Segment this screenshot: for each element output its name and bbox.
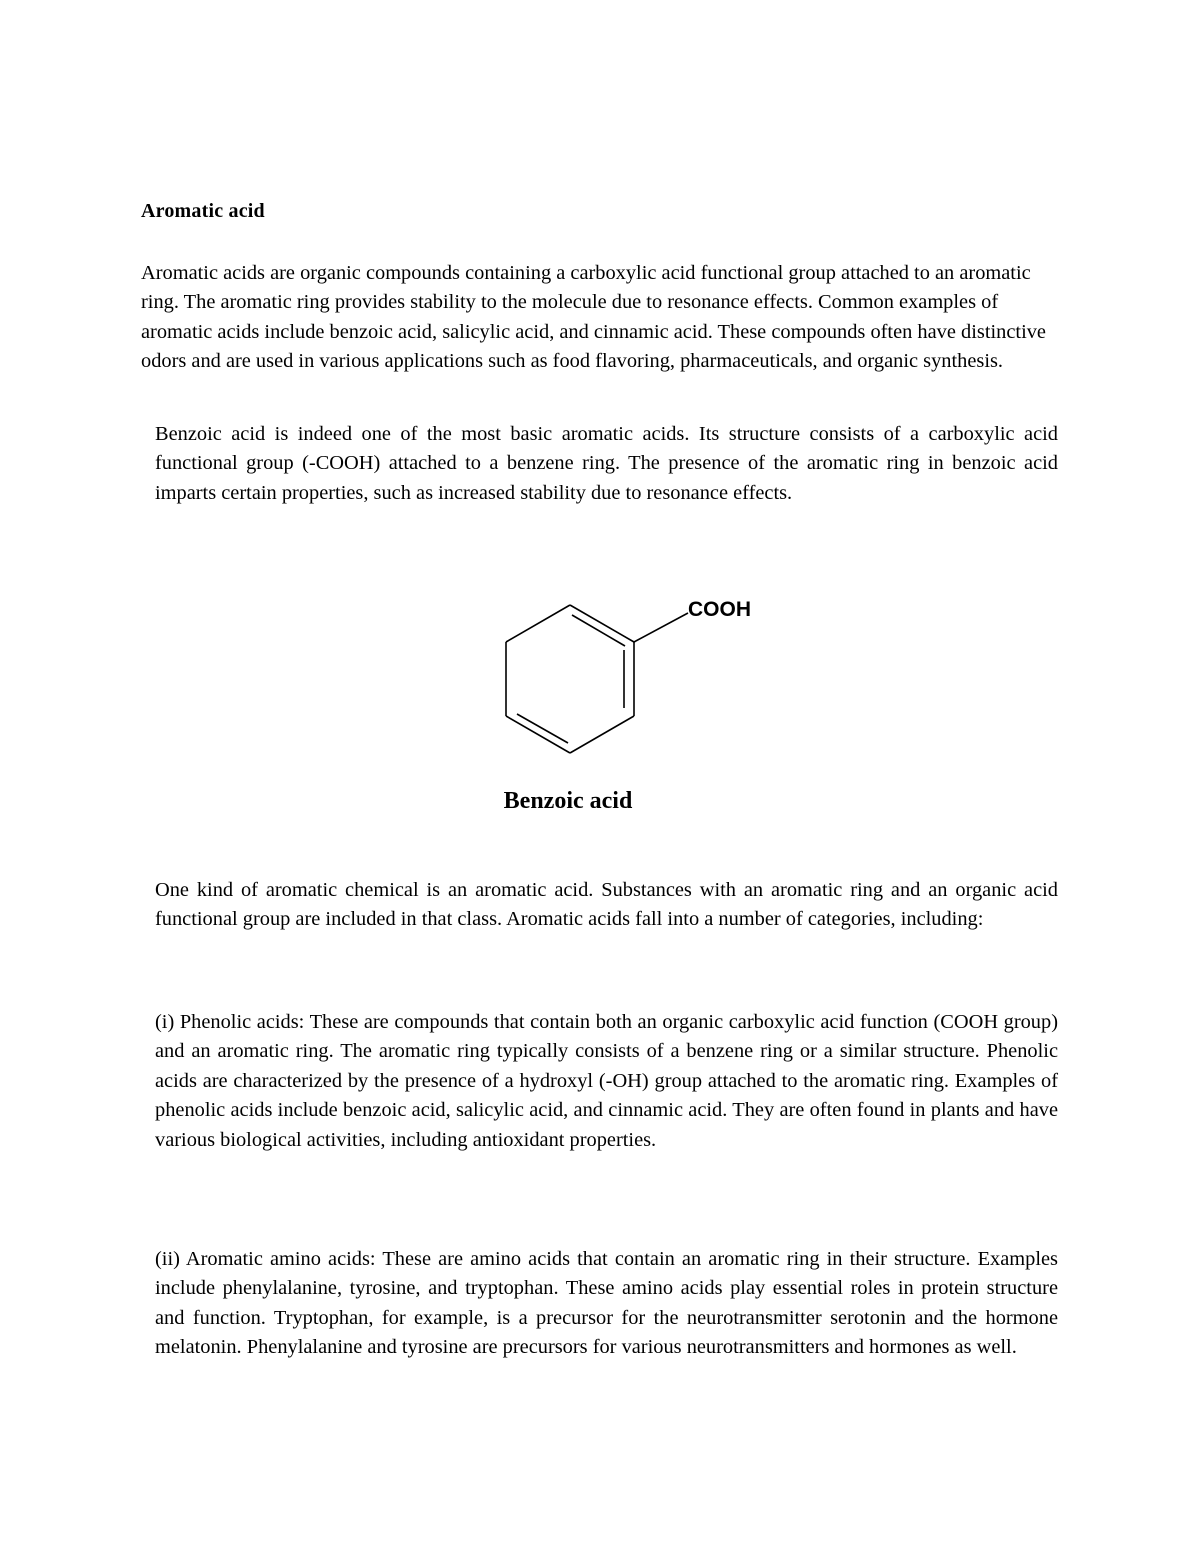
benzoic-acid-paragraph: Benzoic acid is indeed one of the most basic aromatic acids. Its structure consists of a carboxylic acid functional group (-COOH) attached to a benzene ring. The presence of the aromatic ring in benzoic acid imparts certain properties, such as increased stability due to resonance effects. <box>155 423 1058 504</box>
figure-caption: Benzoic acid <box>503 788 633 814</box>
section-heading: Aromatic acid <box>141 200 265 222</box>
aromatic-acid-class-paragraph: One kind of aromatic chemical is an aromatic acid. Substances with an aromatic ring and an organic acid functional group are included in that class. Aromatic acids fall into a number of categories, including: <box>155 879 1058 931</box>
phenolic-acids-paragraph: (i) Phenolic acids: These are compounds that contain both an organic carboxylic acid function (COOH group) and an aromatic ring. The aromatic ring typically consists of a benzene ring or a similar structure. Phenolic acids are characterized by the presence of a hydroxyl (-OH) group attached to the aromatic ring. Examples of phenolic acids include benzoic acid, salicylic acid, and cinnamic acid. They are often found in plants and have various biological activities, including antioxidant properties. <box>155 1011 1058 1151</box>
intro-paragraph: Aromatic acids are organic compounds containing a carboxylic acid functional group attached to an aromatic ring. The aromatic ring provides stability to the molecule due to resonance effects. Common examples of aromatic acids include benzoic acid, salicylic acid, and cinnamic acid. These compounds often have distinctive odors and are used in various applications such as food flavoring, pharmaceuticals, and organic synthesis. <box>141 262 1046 373</box>
aromatic-amino-acids-paragraph: (ii) Aromatic amino acids: These are amino acids that contain an aromatic ring in their structure. Examples include phenylalanine, tyrosine, and tryptophan. These amino acids play essential roles in protein structure and function. Tryptophan, for example, is a precursor for the neurotransmitter serotonin and the hormone melatonin. Phenylalanine and tyrosine are precursors for various neurotransmitters and hormones as well. <box>155 1248 1058 1359</box>
benzoic-acid-structure-figure <box>490 590 790 830</box>
cooh-label: COOH <box>688 598 751 621</box>
benzene-ring <box>506 605 688 753</box>
